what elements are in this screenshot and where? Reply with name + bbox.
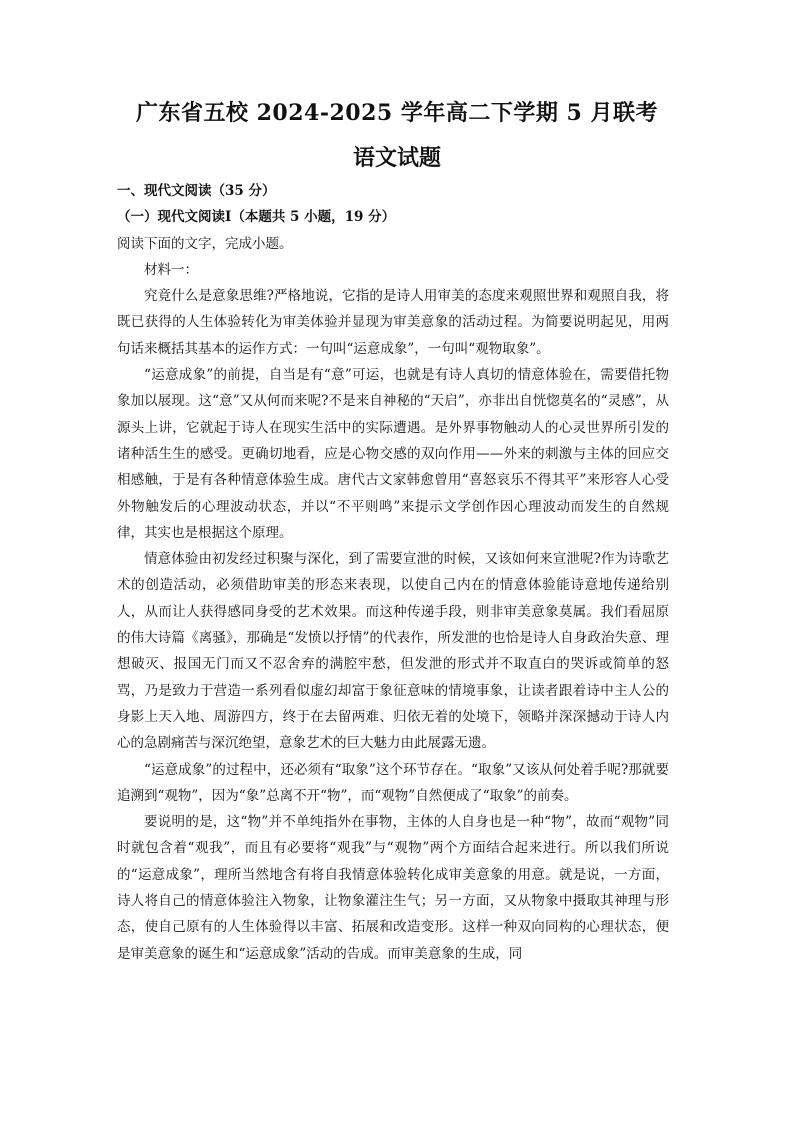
body-paragraph: “运意成象”的过程中，还必须有“取象”这个环节存在。“取象”又该从何处着手呢?那就要追溯到“观物”，因为“象”总离不开“物”，而“观物”自然便成了“取象”的前奏。 [117, 761, 669, 804]
body-paragraph: 究竟什么是意象思维?严格地说，它指的是诗人用审美的态度来观照世界和观照自我，将既已获得的人生体验转化为审美体验并显现为审美意象的活动过程。为简要说明起见，用两句话来概括其基本的运作方式：一句叫“运意成象”，一句叫“观物取象”。 [117, 288, 669, 357]
material-label: 材料一： [144, 261, 198, 278]
document-body [117, 178, 669, 967]
subsection-heading: （一）现代文阅读Ⅰ（本题共 5 小题，19 分） [117, 209, 396, 226]
section-heading: 一、现代文阅读（35 分） [117, 183, 276, 199]
body-paragraph: 情意体验由初发经过积聚与深化，到了需要宣泄的时候，又该如何来宣泄呢?作为诗歌艺术的创造活动，必须借助审美的形态来表现，以使自己内在的情意体验能诗意地传递给别人，从而让人获得感同身受的艺术效果。而这种传递手段，则非审美意象莫属。我们看屈原的伟大诗篇《离骚》，那确是“发愤以抒情”的代表作，所发泄的也恰是诗人自身政治失意、理想破灭、报国无门而又不忍舍弃的满腔牢愁，但发泄的形式并不取直白的哭诉或简单的怒骂，乃是致力于营造一系列看似虚幻却富于象征意味的情境事象，让读者跟着诗中主人公的身影上天入地、周游四方，终于在去留两难、归依无着的处境下，领略并深深撼动于诗人内心的急剧痛苦与深沉绝望，意象艺术的巨大魅力由此展露无遗。 [117, 551, 669, 752]
body-paragraph: 要说明的是，这“物”并不单纯指外在事物，主体的人自身也是一种“物”，故而“观物”同时就包含着“观我”，而且有必要将“观我”与“观物”两个方面结合起来进行。所以我们所说的“运意成象”，理所当然地含有将自我情意体验转化成审美意象的用意。就是说，一方面，诗人将自己的情意体验注入物象，让物象灌注生气；另一方面，又从物象中摄取其神理与形态，使自己原有的人生体验得以丰富、拓展和改造变形。这样一种双向同构的心理状态，便是审美意象的诞生和“运意成象”活动的告成。而审美意象的生成，同 [117, 814, 669, 962]
instruction-text: 阅读下面的文字，完成小题。 [117, 235, 293, 252]
body-paragraph: “运意成象”的前提，自当是有“意”可运，也就是有诗人真切的情意体验在，需要借托物象加以展现。这“意”又从何而来呢?不是来自神秘的“天启”，亦非出自恍惚莫名的“灵感”，从源头上讲，它就起于诗人在现实生活中的实际遭遇。是外界事物触动人的心灵世界所引发的诸种活生生的感受。更确切地看，应是心物交感的双向作用——外来的刺激与主体的回应交相感触，于是有各种情意体验生成。唐代古文家韩愈曾用“喜怒哀乐不得其平”来形容人心受外物触发后的心理波动状态，并以“不平则鸣”来提示文学创作因心理波动而发生的自然规律，其实也是根据这个原理。 [117, 367, 669, 541]
document-subtitle: 语文试题 [352, 145, 441, 171]
document-title: 广东省五校 2024-2025 学年高二下学期 5 月联考 [135, 100, 659, 126]
